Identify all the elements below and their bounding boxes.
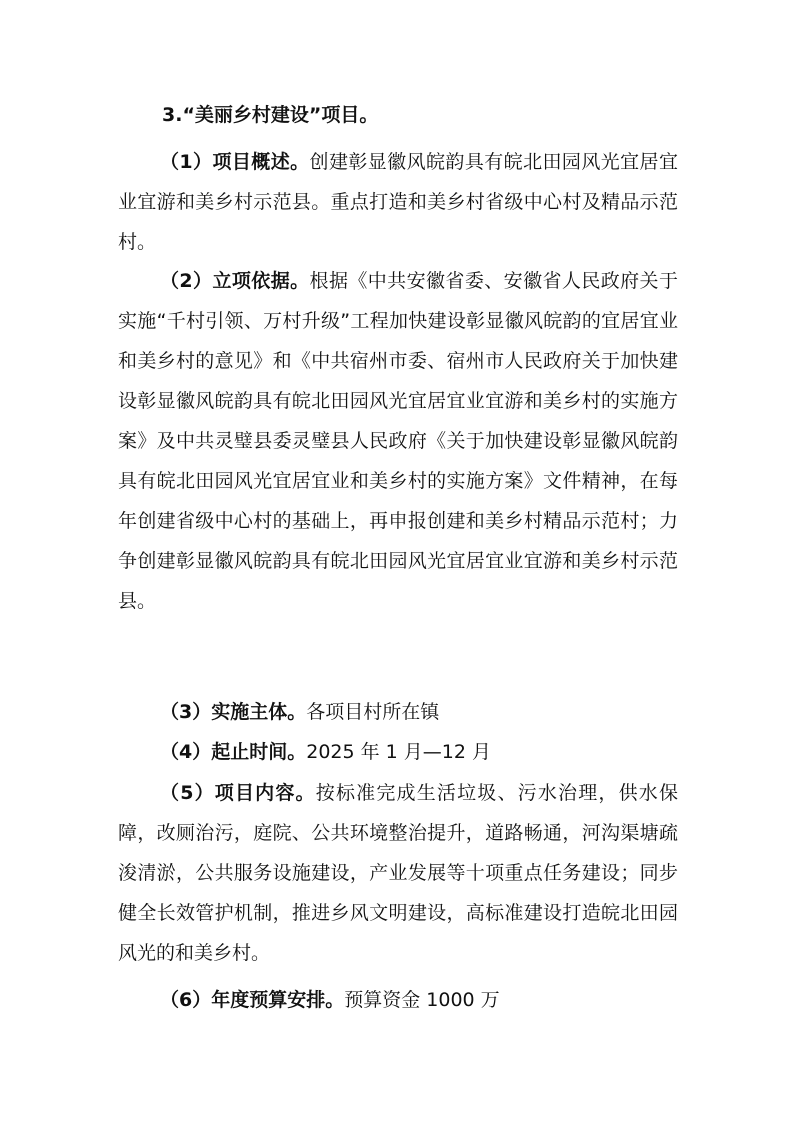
section-budget	[118, 980, 678, 1020]
section-label: （6）年度预算安排。	[160, 989, 345, 1011]
section-label: （4）起止时间。	[160, 741, 307, 763]
section-basis	[118, 261, 678, 621]
section-label: （2）立项依据。	[160, 270, 310, 292]
project-heading: 3.“美丽乡村建设”项目。	[162, 104, 379, 126]
section-text: 按标准完成生活垃圾、污水治理，供水保障，改厕治污，庭院、公共环境整治提升，道路畅通，河沟渠塘疏浚清淤，公共服务设施建设，产业发展等十项重点任务建设；同步健全长效管护机制，推进乡风文明建设，高标准建设打造皖北田园风光的和美乡村。	[118, 782, 678, 964]
section-text: 根据《中共安徽省委、安徽省人民政府关于实施“千村引领、万村升级”工程加快建设彰显徽风皖韵的宜居宜业和美乡村的意见》和《中共宿州市委、宿州市人民政府关于加快建设彰显徽风皖韵具有皖北田园风光宜居宜业宜游和美乡村的实施方案》及中共灵璧县委灵璧县人民政府《关于加快建设彰显徽风皖韵具有皖北田园风光宜居宜业和美乡村的实施方案》文件精神，在每年创建省级中心村的基础上，再申报创建和美乡村精品示范村；力争创建彰显徽风皖韵具有皖北田园风光宜居宜业宜游和美乡村示范县。	[118, 270, 678, 612]
section-text: 预算资金 1000 万	[344, 989, 500, 1011]
section-text: 2025 年 1 月—12 月	[306, 741, 492, 763]
section-text: 各项目村所在镇	[306, 701, 440, 723]
section-text: 创建彰显徽风皖韵具有皖北田园风光宜居宜业宜游和美乡村示范县。重点打造和美乡村省级中心村及精品示范村。	[118, 151, 678, 253]
section-period	[118, 732, 678, 772]
section-label: （1）项目概述。	[160, 151, 310, 173]
section-content	[118, 773, 678, 973]
section-overview	[118, 142, 678, 262]
section-label: （5）项目内容。	[160, 782, 316, 804]
section-label: （3）实施主体。	[160, 701, 307, 723]
section-implementer	[118, 692, 678, 732]
